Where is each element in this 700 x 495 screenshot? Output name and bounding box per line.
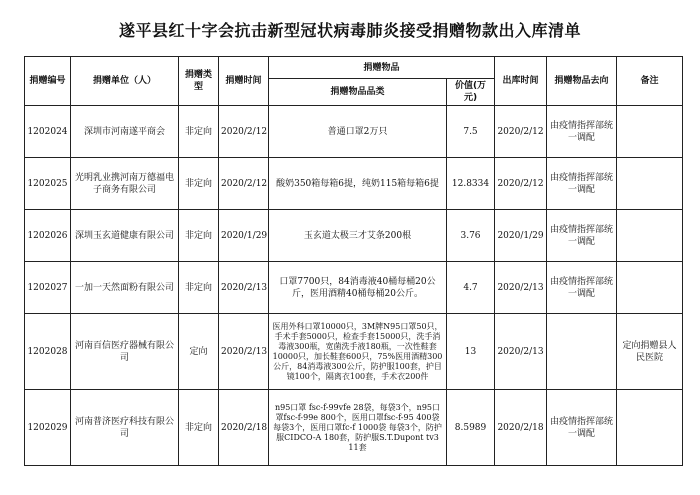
cell-type: 非定向: [179, 158, 219, 210]
cell-items: n95口罩 fsc-f-99vfe 28袋，每袋3个，n95口罩fsc-f-99e 800个，医用口罩fsc-f-95 400袋 每袋3个，医用口罩fc-f 1000袋 每袋3个，防护服CIDCO-A 180套，防护服S.T.Dupont tv3 11套: [269, 390, 447, 466]
page-title: 遂平县红十字会抗击新型冠状病毒肺炎接受捐赠物款出入库清单: [118, 21, 581, 40]
header-value: 价值(万元): [447, 79, 495, 106]
table-row: [25, 210, 683, 262]
cell-destination: 由疫情指挥部统一调配: [547, 106, 617, 158]
cell-id: 1202025: [25, 158, 71, 210]
cell-destination: 由疫情指挥部统一调配: [547, 158, 617, 210]
header-remark: 备注: [617, 57, 683, 106]
cell-id: 1202028: [25, 314, 71, 390]
header-id: 捐赠编号: [25, 57, 71, 106]
cell-destination: 由疫情指挥部统一调配: [547, 390, 617, 466]
cell-donor: 深圳市河南遂平商会: [71, 106, 179, 158]
cell-out-date: 2020/1/29: [495, 210, 547, 262]
table-row: [25, 314, 683, 390]
donation-table: [24, 56, 683, 466]
cell-donor: 一加一天然面粉有限公司: [71, 262, 179, 314]
cell-donor: 河南普济医疗科技有限公司: [71, 390, 179, 466]
cell-date: 2020/2/12: [219, 106, 269, 158]
cell-out-date: 2020/2/13: [495, 262, 547, 314]
table-row: [25, 106, 683, 158]
cell-value: 4.7: [447, 262, 495, 314]
table-row: [25, 262, 683, 314]
table-row: [25, 158, 683, 210]
cell-out-date: 2020/2/13: [495, 314, 547, 390]
header-date: 捐赠时间: [219, 57, 269, 106]
cell-id: 1202027: [25, 262, 71, 314]
cell-type: 定向: [179, 314, 219, 390]
cell-items: 普通口罩2万只: [269, 106, 447, 158]
cell-date: 2020/1/29: [219, 210, 269, 262]
cell-value: 7.5: [447, 106, 495, 158]
cell-remark: [617, 210, 683, 262]
table-row: [25, 390, 683, 466]
cell-date: 2020/2/18: [219, 390, 269, 466]
cell-remark: [617, 390, 683, 466]
header-out-date: 出库时间: [495, 57, 547, 106]
cell-id: 1202026: [25, 210, 71, 262]
cell-destination: [547, 314, 617, 390]
cell-type: 非定向: [179, 262, 219, 314]
cell-value: 13: [447, 314, 495, 390]
cell-donor: 河南百信医疗器械有限公司: [71, 314, 179, 390]
header-type: 捐赠类型: [179, 57, 219, 106]
cell-items: 玉玄道太极三才艾条200根: [269, 210, 447, 262]
cell-date: 2020/2/13: [219, 262, 269, 314]
cell-donor: 深圳玉玄道健康有限公司: [71, 210, 179, 262]
cell-items: 酸奶350箱每箱6提，纯奶115箱每箱6提: [269, 158, 447, 210]
cell-id: 1202029: [25, 390, 71, 466]
cell-items: 医用外科口罩10000只，3M牌N95口罩50只，手术手套5000只，检查手套15000只，洗手消毒液300瓶，宽菌洗手液180瓶，一次性鞋套10000只，加长鞋套600只，75%医用酒精300公斤，84消毒液300公斤，防护服100套，护目镜100个，隔离衣100套，手术衣200件: [269, 314, 447, 390]
cell-id: 1202024: [25, 106, 71, 158]
header-row: [25, 57, 683, 79]
cell-type: 非定向: [179, 106, 219, 158]
cell-type: 非定向: [179, 390, 219, 466]
cell-remark: [617, 158, 683, 210]
cell-remark: [617, 262, 683, 314]
cell-type: 非定向: [179, 210, 219, 262]
cell-value: 3.76: [447, 210, 495, 262]
header-donor: 捐赠单位（人）: [71, 57, 179, 106]
cell-remark: 定向捐赠县人民医院: [617, 314, 683, 390]
cell-donor: 光明乳业携河南万德福电子商务有限公司: [71, 158, 179, 210]
cell-date: 2020/2/12: [219, 158, 269, 210]
header-category: 捐赠物品品类: [269, 79, 447, 106]
header-destination: 捐赠物品去向: [547, 57, 617, 106]
cell-value: 8.5989: [447, 390, 495, 466]
cell-items: 口罩7700只，84消毒液40桶每桶20公斤，医用酒精40桶每桶20公斤。: [269, 262, 447, 314]
cell-out-date: 2020/2/18: [495, 390, 547, 466]
cell-date: 2020/2/13: [219, 314, 269, 390]
cell-destination: 由疫情指挥部统一调配: [547, 262, 617, 314]
cell-value: 12.8334: [447, 158, 495, 210]
cell-destination: 由疫情指挥部统一调配: [547, 210, 617, 262]
cell-remark: [617, 106, 683, 158]
cell-out-date: 2020/2/12: [495, 106, 547, 158]
header-goods: 捐赠物品: [269, 57, 495, 79]
cell-out-date: 2020/2/12: [495, 158, 547, 210]
